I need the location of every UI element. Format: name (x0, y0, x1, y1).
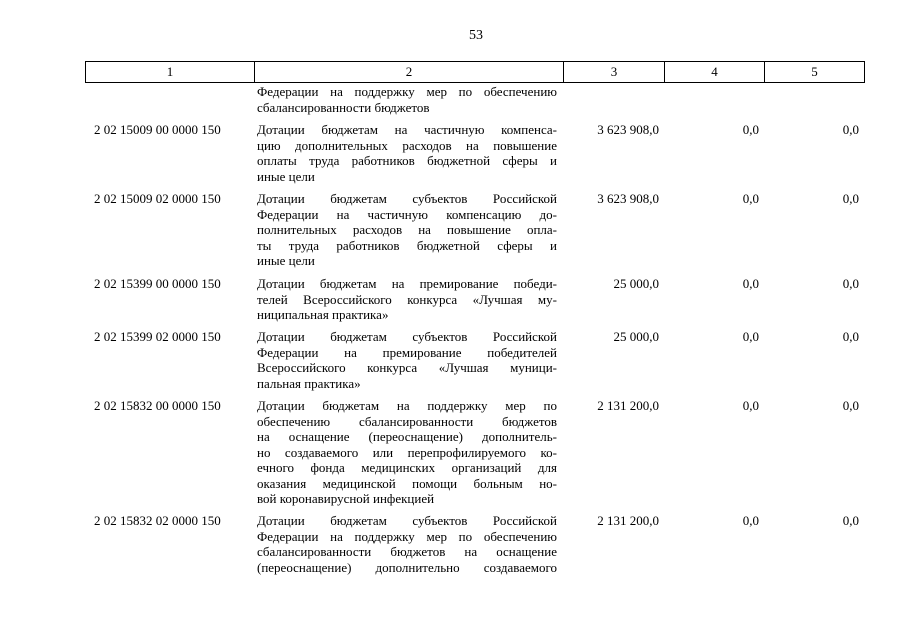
row-description (257, 513, 557, 575)
row-description (257, 398, 557, 507)
amount-col5: 0,0 (842, 513, 859, 528)
amount-col5: 0,0 (842, 276, 859, 291)
amount-col3: 25 000,0 (613, 276, 659, 291)
amount-col3: 3 623 908,0 (597, 191, 659, 206)
description-line: цию дополнительных расходов на повышение (257, 137, 557, 153)
amount-col3: 2 131 200,0 (597, 398, 659, 413)
column-header-4: 4 (665, 62, 765, 83)
budget-code: 2 02 15009 00 0000 150 (94, 122, 221, 137)
budget-code: 2 02 15399 02 0000 150 (94, 329, 221, 344)
amount-col3: 3 623 908,0 (597, 122, 659, 137)
description-line: оплаты труда работников бюджетной сферы и (257, 153, 557, 168)
description-line: Дотации бюджетам субъектов Российской (257, 513, 557, 528)
description-line: Дотации бюджетам субъектов Российской (257, 191, 557, 206)
amount-col3: 25 000,0 (613, 329, 659, 344)
description-line: Дотации бюджетам субъектов Российской (257, 329, 557, 344)
row-description (257, 329, 557, 391)
description-line: полнительных расходов на повышение опла- (257, 222, 557, 237)
description-line: но создаваемого или перепрофилируемого ко- (257, 444, 557, 460)
description-line: Дотации бюджетам на премирование победи- (257, 276, 557, 291)
description-line: (переоснащение) дополнительно создаваемого (257, 559, 557, 575)
row-description (257, 276, 557, 323)
description-line: иные цели (257, 168, 315, 184)
amount-col4: 0,0 (742, 122, 759, 137)
amount-col5: 0,0 (842, 191, 859, 206)
description-line: ты труда работников бюджетной сферы и (257, 237, 557, 253)
description-line: оказания медицинской помощи больным но- (257, 475, 557, 491)
column-header-5: 5 (765, 62, 865, 83)
amount-col4: 0,0 (742, 329, 759, 344)
amount-col4: 0,0 (742, 276, 759, 291)
amount-col5: 0,0 (842, 329, 859, 344)
amount-col3: 2 131 200,0 (597, 513, 659, 528)
description-line: Всероссийского конкурса «Лучшая муници- (257, 360, 557, 375)
description-line: Дотации бюджетам на частичную компенса- (257, 122, 557, 137)
description-line: обеспечению сбалансированности бюджетов (257, 413, 557, 429)
description-line: иные цели (257, 253, 315, 268)
budget-code: 2 02 15009 02 0000 150 (94, 191, 221, 206)
description-line: телей Всероссийского конкурса «Лучшая му- (257, 291, 557, 307)
amount-col5: 0,0 (842, 122, 859, 137)
amount-col4: 0,0 (742, 191, 759, 206)
description-line: ечного фонда медицинских организаций для (257, 460, 557, 475)
column-header-1: 1 (86, 62, 255, 83)
description-line: пальная практика» (257, 375, 361, 391)
description-line: Дотации бюджетам на поддержку мер по (257, 398, 557, 413)
row-description (257, 191, 557, 269)
description-line: вой коронавирусной инфекцией (257, 491, 435, 506)
row-description (257, 122, 557, 184)
column-header-3: 3 (564, 62, 665, 83)
budget-code: 2 02 15832 00 0000 150 (94, 398, 221, 413)
description-line: сбалансированности бюджетов на оснащение (257, 544, 557, 559)
amount-col4: 0,0 (742, 513, 759, 528)
description-line: сбалансированности бюджетов (257, 99, 430, 115)
description-line: Федерации на премирование победителей (257, 344, 557, 360)
description-line: на оснащение (переоснащение) дополнитель- (257, 429, 557, 444)
amount-col5: 0,0 (842, 398, 859, 413)
description-line: Федерации на поддержку мер по обеспечению (257, 528, 557, 544)
description-line: Федерации на поддержку мер по обеспечению (257, 84, 557, 99)
description-line: ниципальная практика» (257, 307, 389, 322)
description-line: Федерации на частичную компенсацию до- (257, 206, 557, 222)
column-header-2: 2 (255, 62, 564, 83)
page-number: 53 (469, 28, 483, 43)
amount-col4: 0,0 (742, 398, 759, 413)
budget-code: 2 02 15832 02 0000 150 (94, 513, 221, 528)
continuation-description (257, 84, 557, 115)
budget-code: 2 02 15399 00 0000 150 (94, 276, 221, 291)
